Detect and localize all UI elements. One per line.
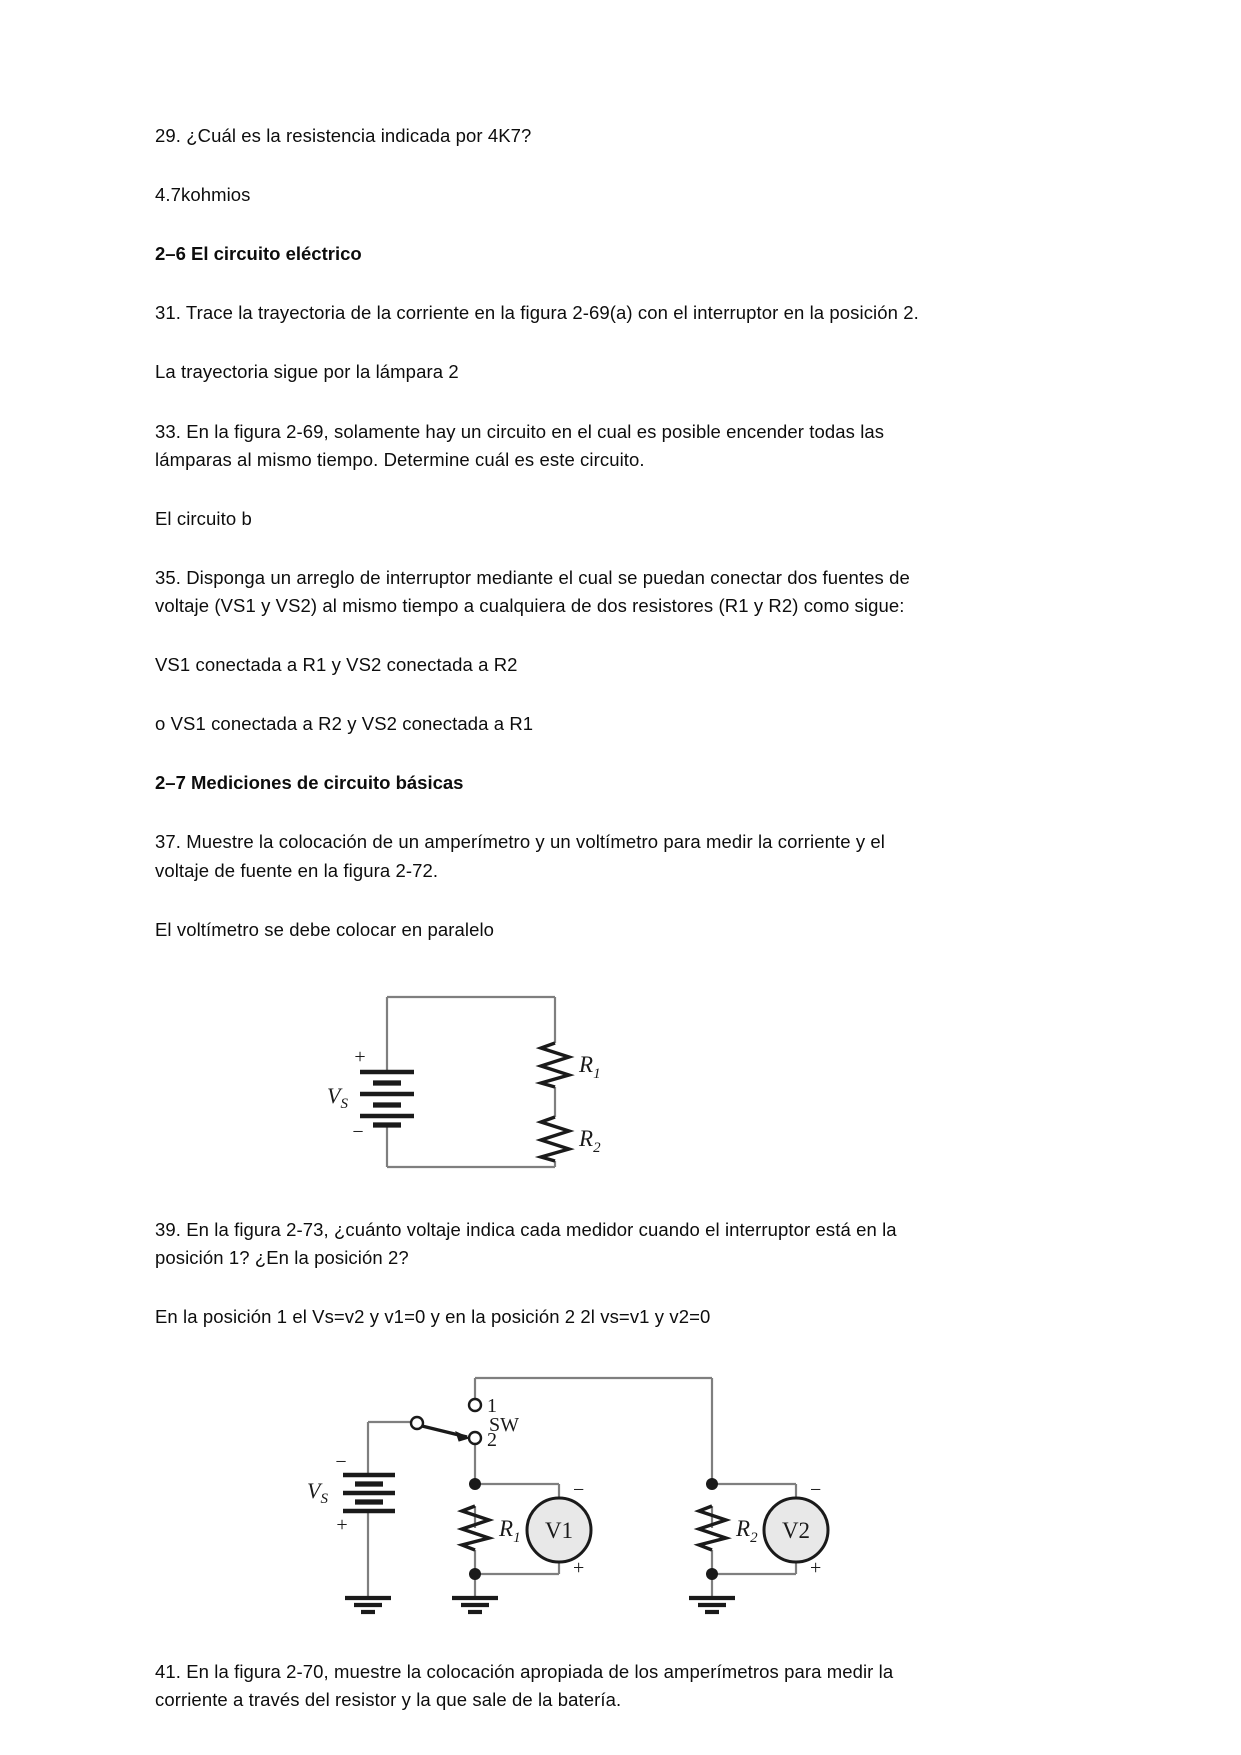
resistor-r2-label: $R_2$ (579, 1125, 601, 1156)
resistor-r2-symbol (541, 1117, 569, 1161)
source-label-fig2: $V_S$ (307, 1478, 328, 1508)
switch-label: SW (489, 1414, 519, 1437)
figure-2-svg (155, 1362, 930, 1632)
circuit-wires (387, 997, 555, 1167)
voltmeter-v1-symbol[interactable] (527, 1498, 591, 1562)
switch-symbol (411, 1399, 481, 1444)
source-plus-sign-fig2: + (336, 1514, 348, 1537)
ground-symbol-branch-2 (689, 1598, 735, 1612)
resistor-r1-label-fig2: $R_1$ (499, 1516, 521, 1547)
switch-terminal-2[interactable] (469, 1432, 481, 1444)
source-plus-sign: + (354, 1045, 366, 1068)
answer-37: El voltímetro se debe colocar en paralelo (155, 918, 495, 940)
source-label: $V_S$ (327, 1082, 348, 1112)
voltmeter-v2-plus: + (810, 1557, 822, 1580)
voltage-source-symbol-fig2 (343, 1475, 395, 1511)
answer-29: 4.7kohmios (155, 184, 251, 206)
ground-symbol-branch-1 (452, 1598, 498, 1612)
answer-39: En la posición 1 el Vs=v2 y v1=0 y en la posición 2 2l vs=v1 y v2=0 (155, 1305, 711, 1327)
voltmeter-v2-symbol[interactable] (764, 1498, 828, 1562)
figure-2-72-circuit-diagram (155, 975, 930, 1190)
answer-31: La trayectoria sigue por la lámpara 2 (155, 361, 459, 383)
voltmeter-v1-minus: − (573, 1479, 585, 1502)
answer-35-line-2: o VS1 conectada a R2 y VS2 conectada a R1 (155, 713, 534, 735)
switch-pivot[interactable] (411, 1417, 423, 1429)
document-content (155, 122, 930, 1745)
voltage-source-symbol (360, 1072, 414, 1125)
question-35: 35. Disponga un arreglo de interruptor mediante el cual se puedan conectar dos fuentes de voltaje (VS1 y VS2) al mismo tiempo a cualquiera de dos resistores (R1 y R2) como sigue: (155, 566, 910, 616)
question-39: 39. En la figura 2-73, ¿cuánto voltaje indica cada medidor cuando el interruptor está en la posición 1? ¿En la posición 2? (155, 1218, 897, 1268)
ground-symbol-battery (345, 1598, 391, 1612)
question-31: 31. Trace la trayectoria de la corriente en la figura 2-69(a) con el interruptor en la posición 2. (155, 302, 919, 324)
source-minus-sign-fig2: − (335, 1451, 347, 1474)
question-37: 37. Muestre la colocación de un amperímetro y un voltímetro para medir la corriente y el voltaje de fuente en la figura 2-72. (155, 831, 885, 881)
figure-1-svg (155, 975, 930, 1190)
question-41: 41. En la figura 2-70, muestre la colocación apropiada de los amperímetros para medir la corriente a través del resistor y la que sale de la batería. (155, 1661, 894, 1711)
voltmeter-v2-label: V2 (781, 1518, 811, 1544)
figure-2-73-circuit-diagram (155, 1362, 930, 1632)
source-minus-sign: − (352, 1120, 364, 1143)
section-heading-2-7: 2–7 Mediciones de circuito básicas (155, 772, 464, 794)
resistor-r1-label: $R_1$ (579, 1051, 601, 1082)
answer-35-line-1: VS1 conectada a R1 y VS2 conectada a R2 (155, 654, 518, 676)
resistor-r1-symbol (541, 1043, 569, 1087)
junction-dot-r1-bottom (469, 1568, 481, 1580)
section-heading-2-6: 2–6 El circuito eléctrico (155, 243, 362, 265)
voltmeter-v2-minus: − (810, 1479, 822, 1502)
voltmeter-v1-plus: + (573, 1557, 585, 1580)
junction-dot-r2-bottom (706, 1568, 718, 1580)
junction-dot-r2-top (706, 1478, 718, 1490)
voltmeter-v1-label: V1 (544, 1518, 574, 1544)
switch-position-1-label: 1 (487, 1395, 497, 1418)
junction-dot-r1-top (469, 1478, 481, 1490)
question-33: 33. En la figura 2-69, solamente hay un circuito en el cual es posible encender todas las lámparas al mismo tiempo. Determine cuál es este circuito. (155, 420, 885, 470)
answer-33: El circuito b (155, 507, 252, 529)
question-29: 29. ¿Cuál es la resistencia indicada por 4K7? (155, 125, 532, 146)
resistor-r2-label-fig2: $R_2$ (736, 1516, 758, 1547)
switch-position-2-label: 2 (487, 1429, 497, 1452)
switch-terminal-1[interactable] (469, 1399, 481, 1411)
